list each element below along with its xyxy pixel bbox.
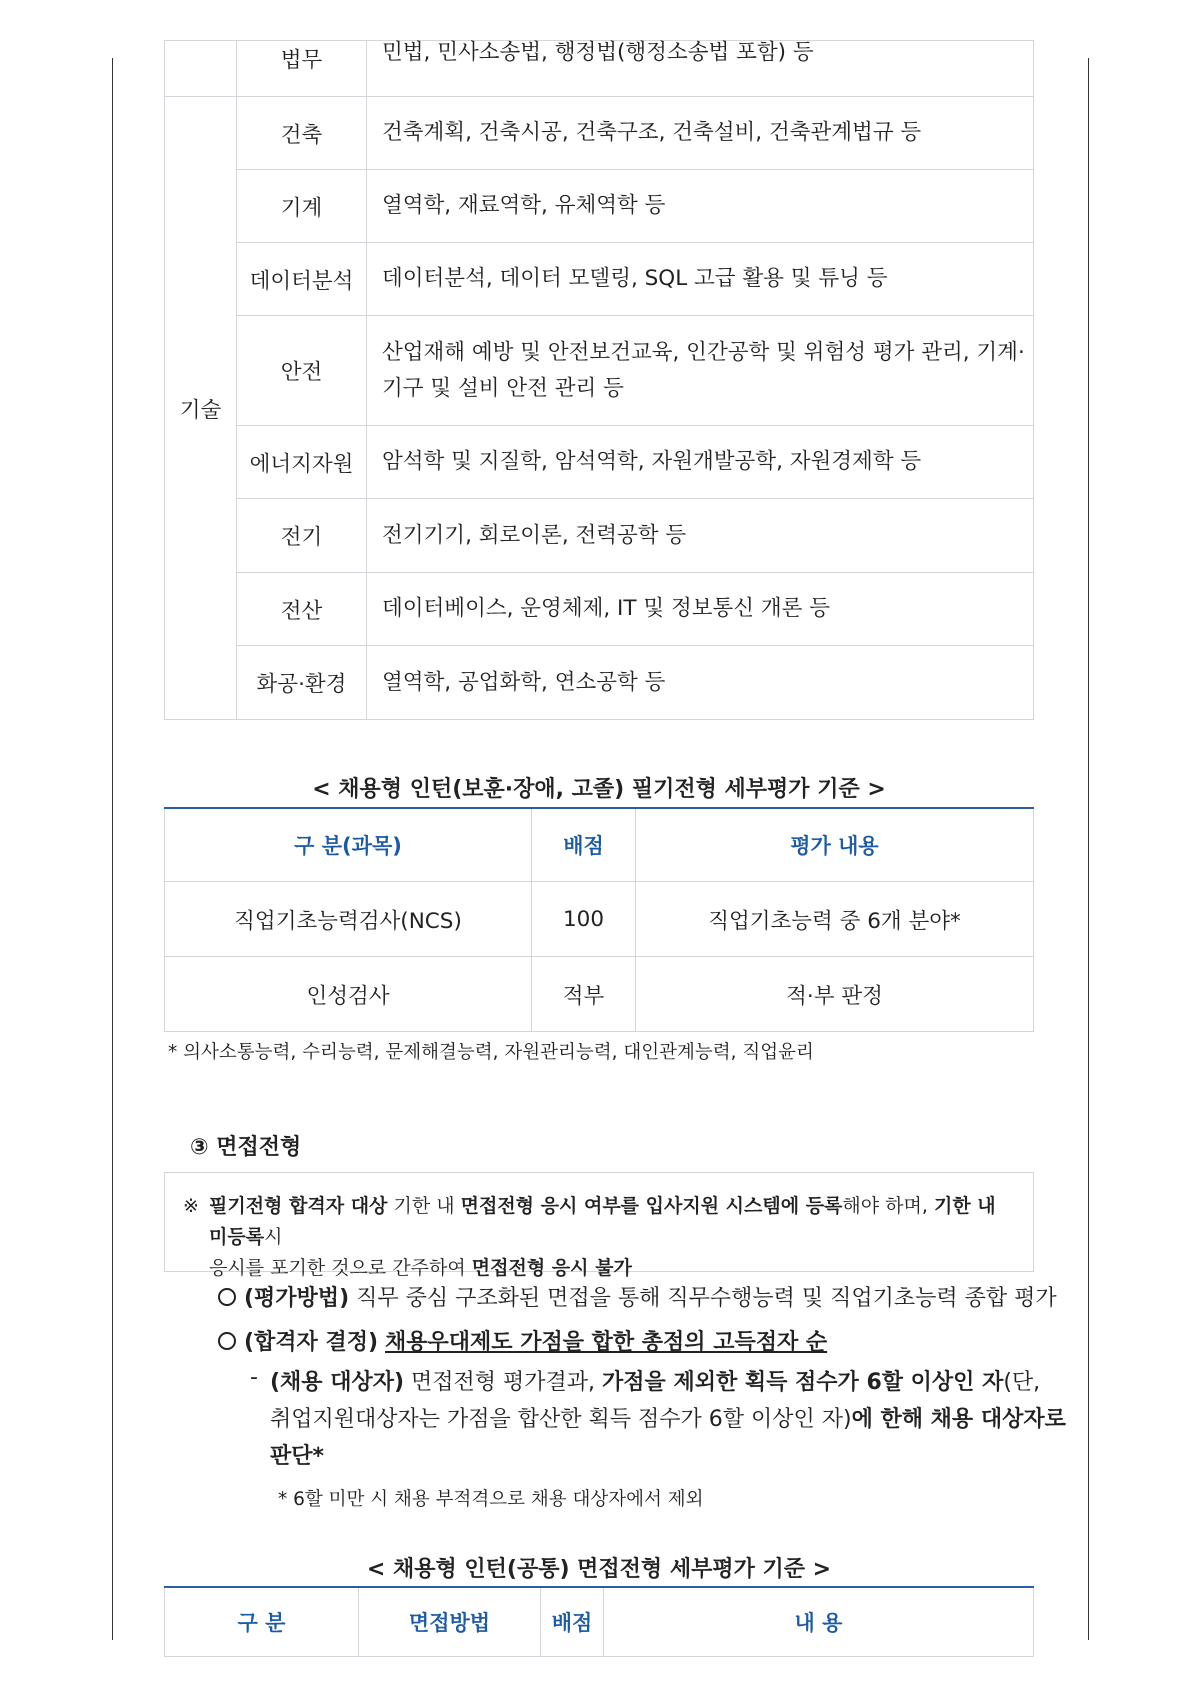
circle-bullet-icon: [218, 1288, 236, 1306]
interview-heading: ③ 면접전형: [190, 1135, 302, 1160]
target-bold: 가점을 제외한 획득 점수가 6할 이상인 자: [602, 1370, 1004, 1395]
notice-bold: 면접전형 응시 여부를 입사지원 시스템에 등록: [460, 1195, 843, 1217]
bullet-label: (평가방법): [244, 1286, 350, 1311]
desc-cell: 데이터베이스, 운영체제, IT 및 정보통신 개론 등: [367, 573, 1034, 646]
table-row: [165, 646, 1034, 720]
table-cell: 적부: [532, 957, 636, 1032]
table-cell: 직업기초능력 중 6개 분야*: [636, 882, 1034, 957]
subject-cell: 데이터분석: [237, 243, 367, 316]
desc-line: 산업재해 예방 및 안전보건교육, 인간공학 및 위험성 평가 관리, 기계·: [382, 339, 1025, 365]
table-row: [165, 957, 1034, 1032]
table-row: [165, 243, 1034, 316]
column-header: 배점: [541, 1587, 604, 1657]
target-text: 면접전형 평가결과,: [404, 1370, 603, 1395]
column-header: 내 용: [604, 1587, 1034, 1657]
table-header-row: [165, 808, 1034, 882]
circle-bullet-icon: [218, 1332, 236, 1350]
written-table-caption: < 채용형 인턴(보훈·장애, 고졸) 필기전형 세부평가 기준 >: [312, 777, 886, 802]
desc-cell: [367, 316, 1034, 426]
desc-cell: 암석학 및 지질학, 암석역학, 자원개발공학, 자원경제학 등: [367, 426, 1034, 499]
target-text: 취업지원대상자는 가점을 합산한 획득 점수가 6할 이상인 자): [270, 1407, 852, 1432]
subject-cell: 에너지자원: [237, 426, 367, 499]
notice-plain: 기한 내: [387, 1195, 461, 1217]
table-row: [165, 499, 1034, 573]
notice-text: [209, 1191, 1019, 1284]
target-line-3: 판단*: [270, 1444, 325, 1469]
table-row: [165, 882, 1034, 957]
bullet-pass-decision: [218, 1325, 827, 1356]
desc-cell: 열역학, 공업화학, 연소공학 등: [367, 646, 1034, 720]
desc-cell: 열역학, 재료역학, 유체역학 등: [367, 170, 1034, 243]
group-cell-tech: 기술: [165, 97, 237, 720]
table-header-row: [165, 1587, 1034, 1657]
subject-cell: 안전: [237, 316, 367, 426]
table-cell: 적·부 판정: [636, 957, 1034, 1032]
subject-cell: 건축: [237, 97, 367, 170]
target-bold: 에 한해 채용 대상자로: [851, 1407, 1066, 1432]
dash-bullet-icon: -: [250, 1365, 258, 1390]
notice-plain: 응시를 포기한 것으로 간주하여: [209, 1257, 472, 1279]
bullet-eval-method: [218, 1281, 1057, 1312]
column-header: 배점: [532, 808, 636, 882]
bullet-text: 직무 중심 구조화된 면접을 통해 직무수행능력 및 직업기초능력 종합 평가: [349, 1286, 1057, 1311]
subject-cell: 전기: [237, 499, 367, 573]
table-row: [165, 170, 1034, 243]
written-eval-table: [164, 807, 1034, 1032]
target-label: (채용 대상자): [270, 1370, 405, 1395]
table-row: [165, 573, 1034, 646]
table-row: [165, 41, 1034, 97]
subject-cell: 전산: [237, 573, 367, 646]
target-text: (단,: [1003, 1370, 1041, 1395]
interview-eval-table: [164, 1586, 1034, 1657]
notice-plain: 시: [264, 1226, 283, 1248]
subject-cell: 화공·환경: [237, 646, 367, 720]
notice-bold: 면접전형 응시 불가: [471, 1257, 632, 1279]
desc-line: 기구 및 설비 안전 관리 등: [382, 375, 624, 401]
desc-cell: 건축계획, 건축시공, 건축구조, 건축설비, 건축관계법규 등: [367, 97, 1034, 170]
target-line-2: [270, 1402, 1066, 1433]
page-border-right: [1088, 58, 1089, 1640]
subject-cell: 법무: [237, 41, 367, 97]
page-border-left: [112, 58, 113, 1640]
column-header: 면접방법: [359, 1587, 541, 1657]
desc-cell: 전기기기, 회로이론, 전력공학 등: [367, 499, 1034, 573]
notice-box: [164, 1172, 1034, 1279]
table-row: [165, 316, 1034, 426]
notice-bold: 기한 내 미등록: [209, 1195, 996, 1248]
column-header: 구 분: [165, 1587, 359, 1657]
table-cell: 100: [532, 882, 636, 957]
column-header: 구 분(과목): [165, 808, 532, 882]
target-footnote: * 6할 미만 시 채용 부적격으로 채용 대상자에서 제외: [278, 1489, 704, 1510]
table-cell: 직업기초능력검사(NCS): [165, 882, 532, 957]
subject-table: [164, 40, 1034, 720]
target-line-1: [270, 1365, 1040, 1396]
bullet-label: (합격자 결정): [244, 1330, 379, 1355]
desc-cell: 데이터분석, 데이터 모델링, SQL 고급 활용 및 튜닝 등: [367, 243, 1034, 316]
column-header: 평가 내용: [636, 808, 1034, 882]
desc-cell: 민법, 민사소송법, 행정법(행정소송법 포함) 등: [367, 41, 1034, 97]
reference-mark-icon: ※: [183, 1195, 199, 1217]
bullet-text-underlined: 채용우대제도 가점을 합한 총점의 고득점자 순: [385, 1330, 828, 1355]
notice-plain: 해야 하며,: [842, 1195, 934, 1217]
notice-bold: 필기전형 합격자 대상: [209, 1195, 388, 1217]
group-cell-empty: [165, 41, 237, 97]
subject-cell: 기계: [237, 170, 367, 243]
table-row: [165, 426, 1034, 499]
written-footnote: * 의사소통능력, 수리능력, 문제해결능력, 자원관리능력, 대인관계능력, 직업윤리: [168, 1042, 814, 1063]
table-cell: 인성검사: [165, 957, 532, 1032]
interview-table-caption: < 채용형 인턴(공통) 면접전형 세부평가 기준 >: [366, 1557, 832, 1582]
table-row: [165, 97, 1034, 170]
